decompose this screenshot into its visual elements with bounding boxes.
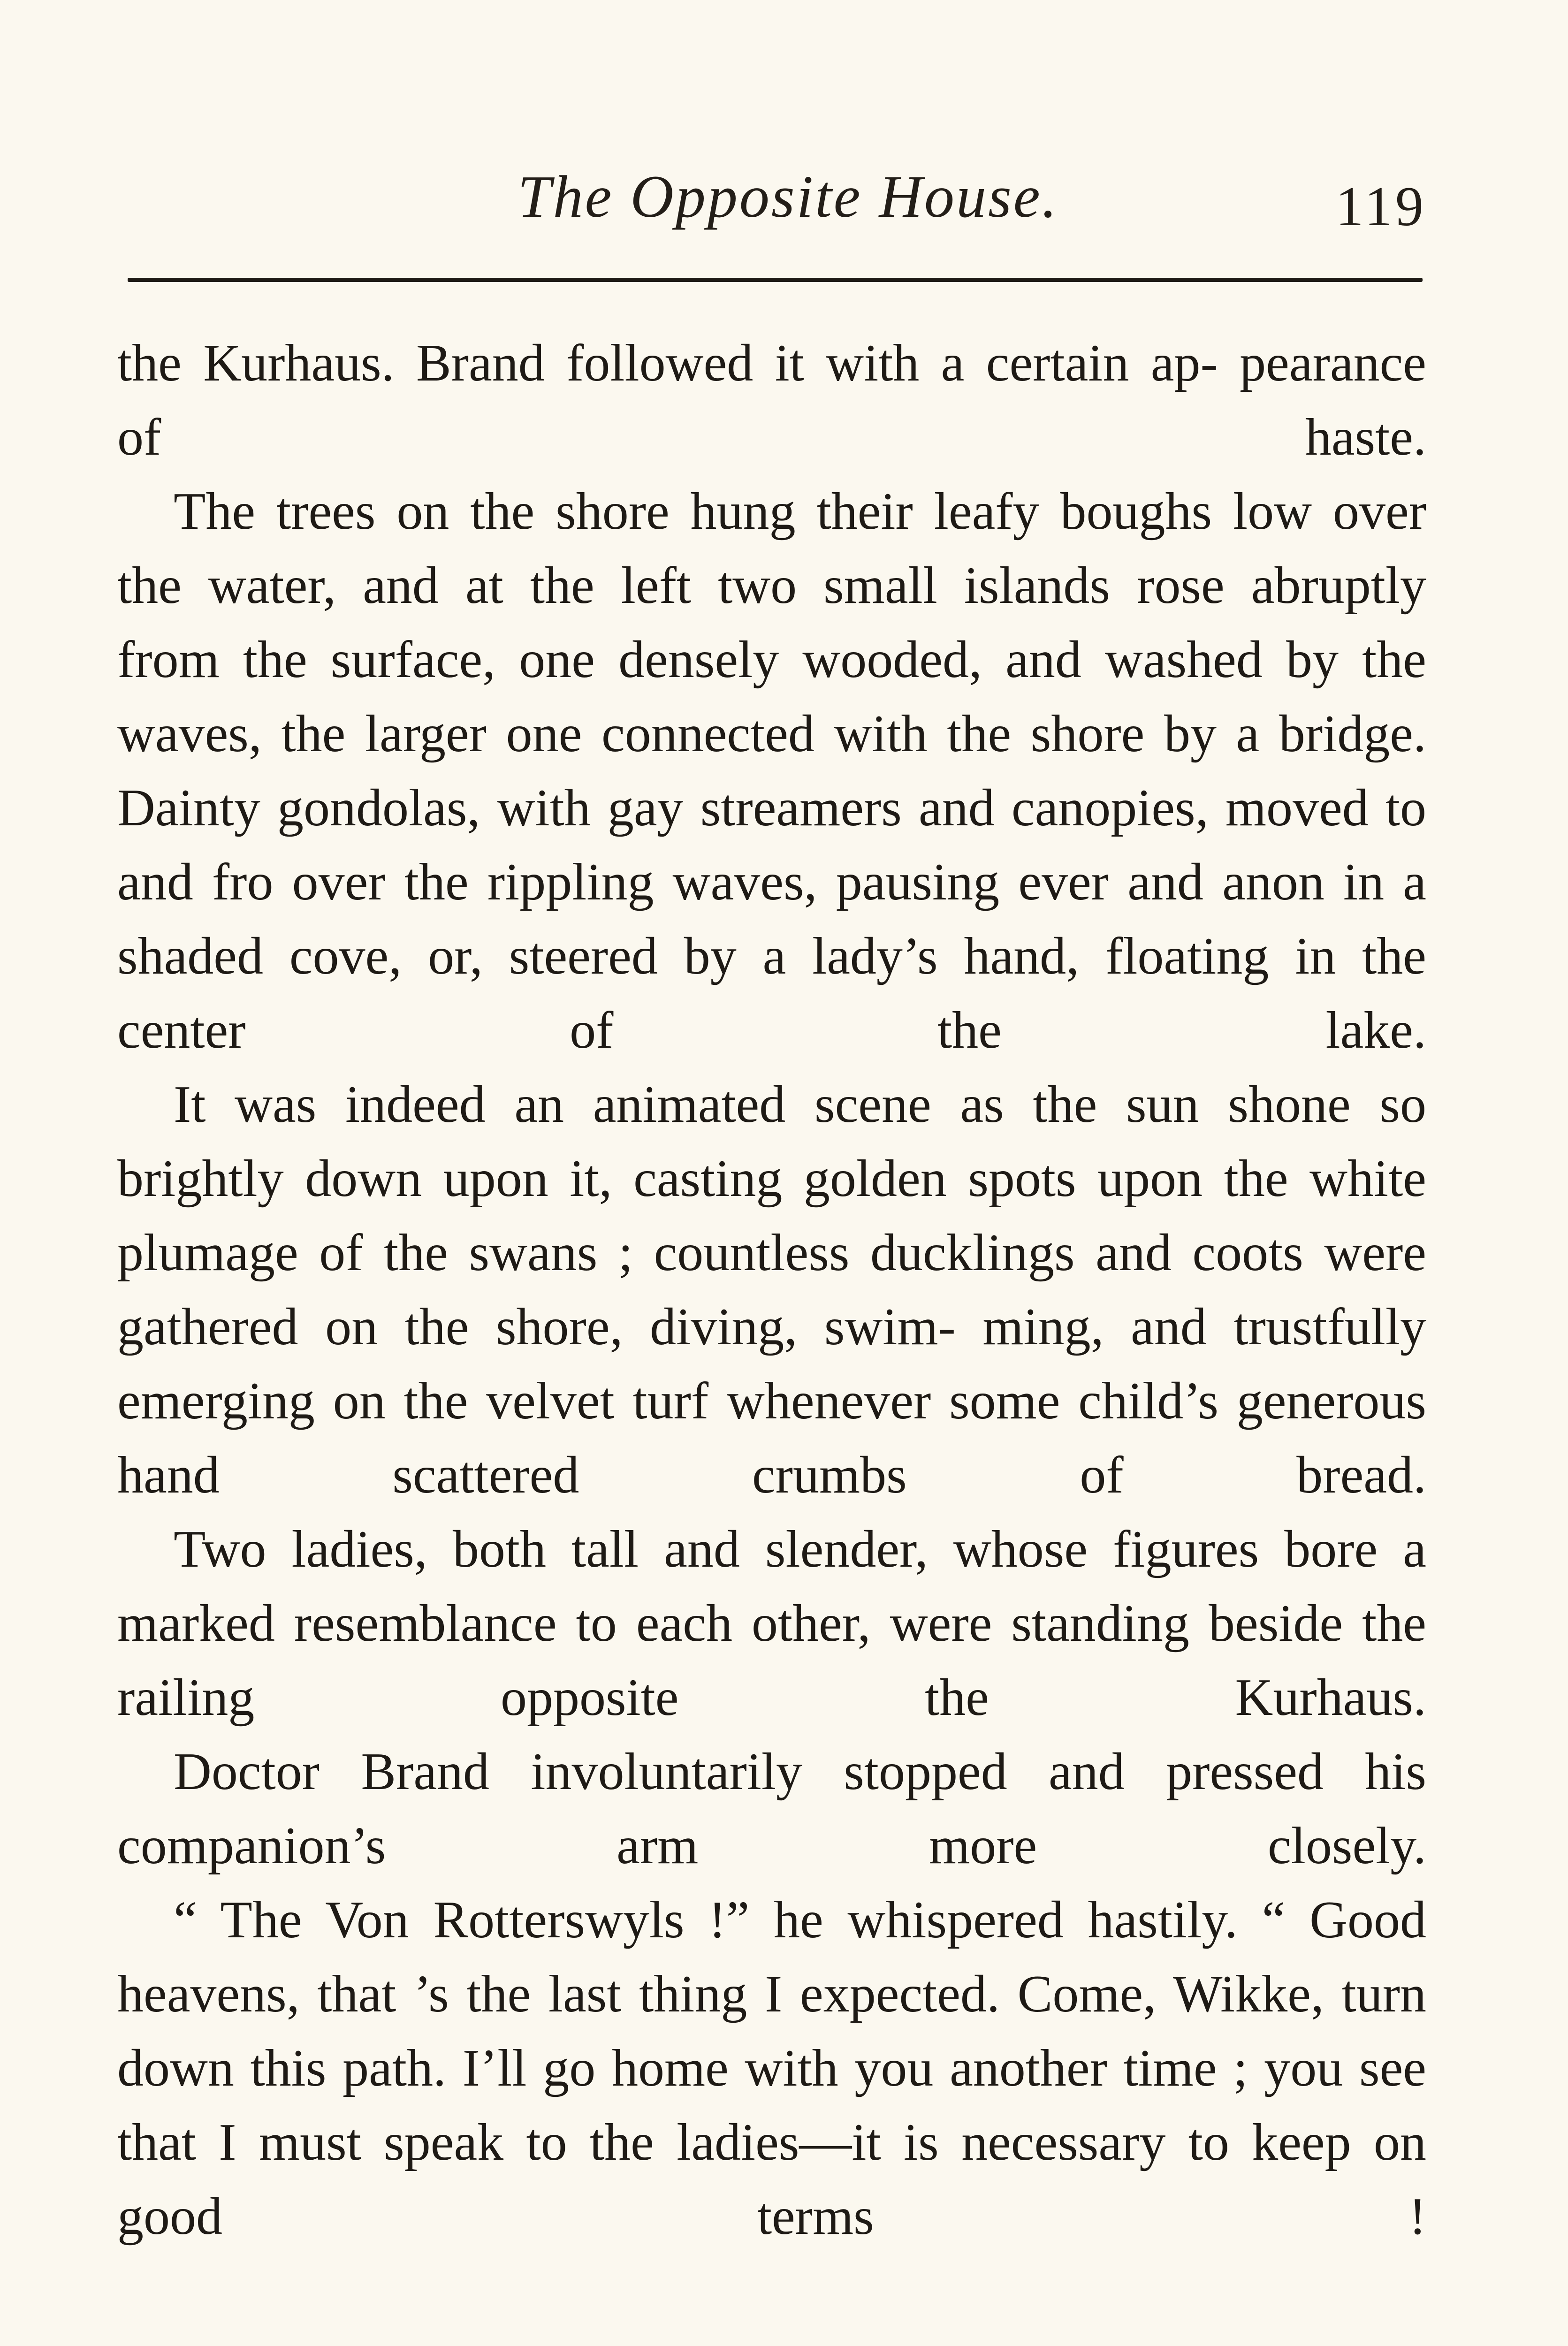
paragraph-3: It was indeed an animated scene as the sun shone so brightly down upon it, casting golden spots upon the white plumage of the swans ; countless ducklings and coots were gathered on the shore, diving, swim- ming, and trustfully emerging on the velvet turf whenever some child’s generous hand scattered crumbs of bread. (117, 1075, 1426, 1504)
paragraph-5: Doctor Brand involuntarily stopped and pressed his companion’s arm more closely. (117, 1743, 1426, 1875)
body-text (117, 326, 1426, 2254)
paragraph-2: The trees on the shore hung their leafy boughs low over the water, and at the left two small islands rose abruptly from the surface, one densely wooded, and washed by the waves, the larger one connected with the shore by a bridge. Dainty gondolas, with gay streamers and canopies, moved to and fro over the rippling waves, pausing ever and anon in a shaded cove, or, steered by a lady’s hand, floating in the center of the lake. (117, 482, 1426, 1059)
paragraph-1: the Kurhaus. Brand followed it with a certain ap- pearance of haste. (117, 334, 1426, 466)
running-title: The Opposite House. (518, 163, 1059, 230)
paragraph-6: “ The Von Rotterswyls !” he whispered hastily. “ Good heavens, that ’s the last thing I expected. Come, Wikke, turn down this path. I’ll go home with you another time ; you see that I must speak to the ladies—it is necessary to keep on good terms ! (117, 1891, 1426, 2246)
header-rule (128, 278, 1423, 282)
page-number: 119 (1335, 175, 1426, 237)
paragraph-4: Two ladies, both tall and slender, whose figures bore a marked resemblance to each other, were standing beside the railing opposite the Kurhaus. (117, 1520, 1426, 1727)
